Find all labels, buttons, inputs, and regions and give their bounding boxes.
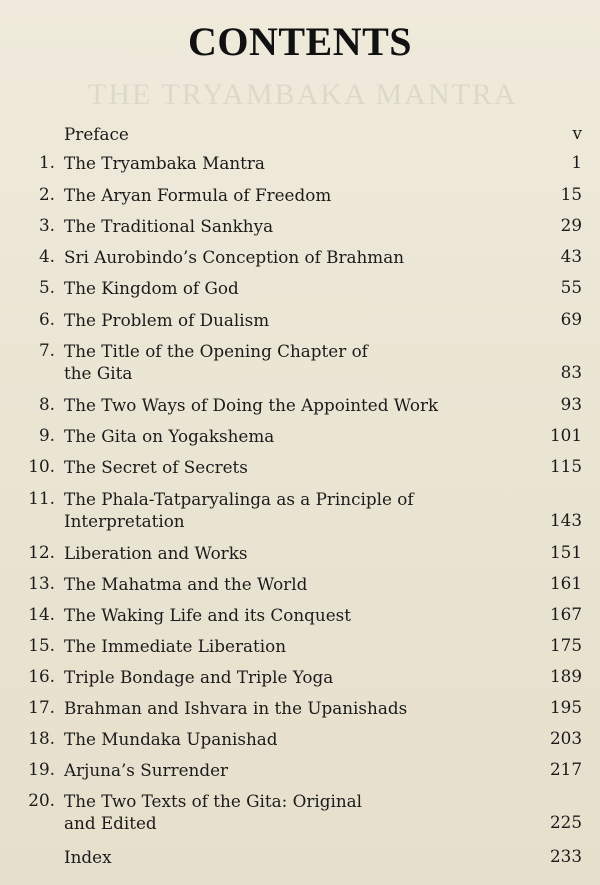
entry-title [64, 184, 494, 206]
entry-title-line: The Immediate Liberation [64, 636, 287, 656]
entry-page-number: 83 [560, 362, 582, 382]
entry-page-number: v [572, 123, 582, 143]
entry-number: 11. [28, 488, 55, 508]
entry-title-line: The Mahatma and the World [64, 574, 308, 594]
entry-title [64, 425, 494, 447]
entry-title [64, 246, 494, 268]
entry-title-line: Triple Bondage and Triple Yoga [64, 667, 334, 687]
toc-entry [0, 728, 600, 750]
toc-entry [0, 309, 600, 331]
toc-entry [0, 246, 600, 268]
toc-entry [0, 846, 600, 868]
entry-page-number: 189 [549, 666, 582, 686]
entry-title-line: Sri Aurobindo’s Conception of Brahman [64, 247, 405, 267]
entry-page-number: 1 [571, 152, 582, 172]
entry-page-number: 203 [549, 728, 582, 748]
toc-entry [0, 394, 600, 416]
entry-page-number: 151 [549, 542, 582, 562]
toc-entry [0, 697, 600, 719]
entry-title-line: and Edited [64, 813, 157, 833]
entry-title-line: The Problem of Dualism [64, 310, 270, 330]
entry-title [64, 277, 494, 299]
toc-entry [0, 277, 600, 299]
toc-entry [0, 340, 600, 384]
entry-title [64, 456, 494, 478]
entry-page-number: 43 [560, 246, 582, 266]
entry-page-number: 93 [560, 394, 582, 414]
entry-title-line: The Title of the Opening Chapter of [64, 341, 368, 361]
toc-entry [0, 184, 600, 206]
entry-title [64, 340, 494, 384]
entry-number: 4. [38, 246, 55, 266]
entry-title-line: The Traditional Sankhya [64, 216, 274, 236]
entry-number: 16. [28, 666, 55, 686]
entry-page-number: 233 [549, 846, 582, 866]
entry-title [64, 635, 494, 657]
entry-title [64, 604, 494, 626]
entry-title [64, 846, 494, 868]
entry-number: 13. [28, 573, 55, 593]
entry-page-number: 101 [549, 425, 582, 445]
entry-page-number: 29 [560, 215, 582, 235]
entry-title-line: Preface [64, 124, 129, 144]
entry-title-line: The Waking Life and its Conquest [64, 605, 352, 625]
entry-title [64, 790, 494, 834]
entry-page-number: 15 [560, 184, 582, 204]
entry-title [64, 573, 494, 595]
entry-title-line: Liberation and Works [64, 543, 248, 563]
entry-page-number: 143 [549, 510, 582, 530]
entry-number: 15. [28, 635, 55, 655]
entry-number: 14. [28, 604, 55, 624]
entry-number: 12. [28, 542, 55, 562]
toc-entry [0, 573, 600, 595]
entry-page-number: 195 [549, 697, 582, 717]
toc-entry [0, 152, 600, 174]
entry-number: 2. [38, 184, 55, 204]
entry-page-number: 225 [549, 812, 582, 832]
toc-entry [0, 123, 600, 145]
entry-page-number: 55 [560, 277, 582, 297]
entry-page-number: 167 [549, 604, 582, 624]
entry-title [64, 759, 494, 781]
entry-title-line: The Mundaka Upanishad [64, 729, 278, 749]
entry-title [64, 666, 494, 688]
entry-page-number: 161 [549, 573, 582, 593]
entry-title [64, 152, 494, 174]
entry-title-line: Arjuna’s Surrender [64, 760, 229, 780]
entry-number: 10. [28, 456, 55, 476]
entry-title-line: The Gita on Yogakshema [64, 426, 275, 446]
entry-number: 8. [38, 394, 55, 414]
entry-page-number: 217 [549, 759, 582, 779]
entry-number: 6. [38, 309, 55, 329]
entry-number: 1. [38, 152, 55, 172]
entry-title [64, 542, 494, 564]
toc-entry [0, 759, 600, 781]
toc-entry [0, 488, 600, 532]
entry-title [64, 309, 494, 331]
entry-title-line: The Aryan Formula of Freedom [64, 185, 332, 205]
entry-page-number: 115 [549, 456, 582, 476]
entry-number: 7. [38, 340, 55, 360]
entry-number: 9. [38, 425, 55, 445]
entry-page-number: 69 [560, 309, 582, 329]
entry-title-line: The Tryambaka Mantra [64, 153, 265, 173]
toc-entry [0, 604, 600, 626]
entry-title-line: Index [64, 847, 112, 867]
entry-number: 19. [28, 759, 55, 779]
entry-page-number: 175 [549, 635, 582, 655]
entry-title-line: The Two Texts of the Gita: Original [64, 791, 363, 811]
entry-number: 20. [28, 790, 55, 810]
entry-number: 18. [28, 728, 55, 748]
toc-entry [0, 666, 600, 688]
entry-title [64, 728, 494, 750]
entry-title-line: The Phala-Tatparyalinga as a Principle of [64, 489, 414, 509]
entry-number: 17. [28, 697, 55, 717]
entry-title-line: The Kingdom of God [64, 278, 239, 298]
toc-entry [0, 790, 600, 834]
entry-title-line: The Two Ways of Doing the Appointed Work [64, 395, 439, 415]
entry-title [64, 488, 494, 532]
entry-title [64, 215, 494, 237]
page-title: CONTENTS [187, 19, 413, 64]
entry-title-line: the Gita [64, 363, 133, 383]
bleed-through-text: THE TRYAMBAKA MANTRA [88, 78, 518, 111]
toc-entry [0, 542, 600, 564]
entry-title [64, 123, 494, 145]
entry-title-line: Brahman and Ishvara in the Upanishads [64, 698, 408, 718]
toc-entry [0, 425, 600, 447]
toc-entry [0, 456, 600, 478]
entry-number: 5. [38, 277, 55, 297]
entry-number: 3. [38, 215, 55, 235]
toc-entry [0, 215, 600, 237]
entry-title-line: The Secret of Secrets [64, 457, 248, 477]
entry-title [64, 394, 494, 416]
toc-entry [0, 635, 600, 657]
entry-title-line: Interpretation [64, 511, 185, 531]
entry-title [64, 697, 494, 719]
